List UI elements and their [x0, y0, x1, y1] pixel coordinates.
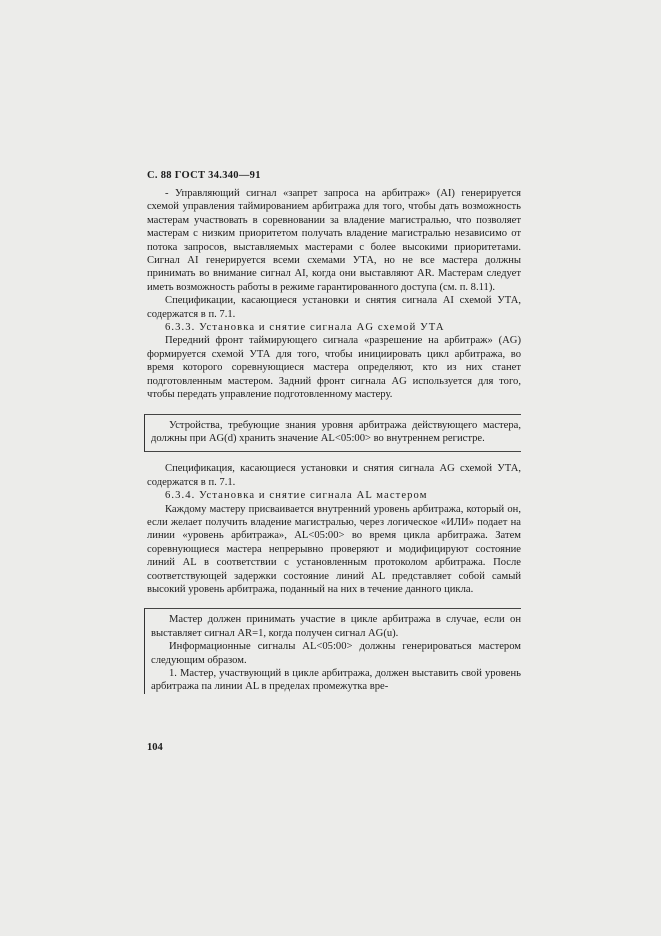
paragraph: Спецификации, касающиеся установки и снятия сигнала AI схемой УТА, содержатся в п. 7.1. [147, 295, 521, 320]
paragraph: Информационные сигналы AL<05:00> должны генерироваться мастером следующим образом. [151, 641, 521, 666]
paragraph: Передний фронт таймирующего сигнала «разрешение на арбитраж» (AG) формируется схемой УТА для того, чтобы инициировать цикл арбитража, во время которого соревнующиеся мастера определяют, кто из них станет подготовленным мастером. Задний фронт сигнала AG используется для того, чтобы передать управление подготовленному мастеру. [147, 335, 521, 401]
paragraph: Устройства, требующие знания уровня арбитража действующего мастера, должны при AG(d) хранить значение AL<05:00> во внутреннем регистре. [151, 419, 521, 444]
page-number: 104 [147, 742, 163, 753]
framed-note [144, 608, 521, 693]
framed-note [144, 414, 521, 453]
paragraph: Мастер должен принимать участие в цикле арбитража в случае, если он выставляет сигнал AR=1, когда получен сигнал AG(u). [151, 614, 521, 639]
paragraph: - Управляющий сигнал «запрет запроса на арбитраж» (AI) генерируется схемой управления таймированием арбитража для того, чтобы дать возможность мастерам участвовать в соревновании за владение магистралью, что позволяет мастерам с низким приоритетом получать владение магистралью независимо от потока запросов, выставляемых мастерами с более высокими приоритетами. Сигнал AI генерируется всеми схемами УТА, но не все мастера должны принимать во внимание сигнал AI, когда они выставляют AR. Мастерам следует иметь возможность работы в режиме гарантированного доступа (см. п. 8.11). [147, 188, 521, 293]
section-heading: 6.3.3. Установка и снятие сигнала AG схемой УТА [165, 322, 445, 334]
page-header: С. 88 ГОСТ 34.340—91 [147, 170, 261, 181]
paragraph: 1. Мастер, участвующий в цикле арбитража, должен выставить свой уровень арбитража па линии AL в пределах промежутка вре- [151, 668, 521, 693]
section-heading: 6.3.4. Установка и снятие сигнала AL мастером [165, 490, 428, 502]
paragraph: Спецификация, касающиеся установки и снятия сигнала AG схемой УТА, содержатся в п. 7.1. [147, 463, 521, 488]
paragraph: Каждому мастеру присваивается внутренний уровень арбитража, который он, если желает получить владение магистралью, через логическое «ИЛИ» подает на линии «уровень арбитража», AL<05:00> во время цикла арбитража. Затем соревнующиеся мастера непрерывно проверяют и модифицируют состояние линий AL в соответствии с установленным протоколом арбитража. После соответствующей задержки состояние линий AL представляет собой самый высокий уровень арбитража, поданный на них в течение данного цикла. [147, 503, 521, 595]
document-body [147, 187, 521, 694]
